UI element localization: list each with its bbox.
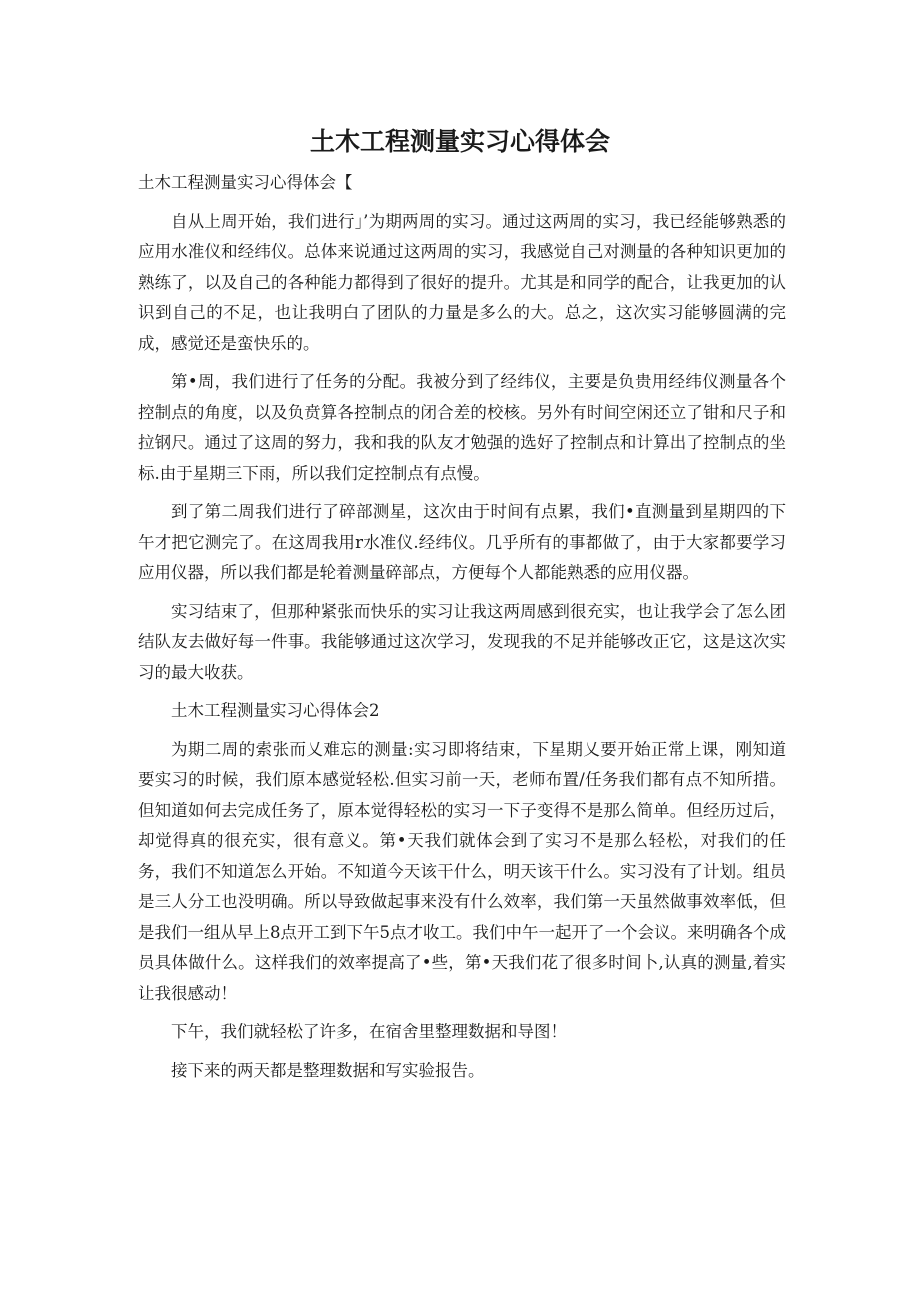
paragraph: 到了第二周我们进行了碎部测星，这次由于时间有点累，我们•直测量到星期四的下午才把它测完了。在这周我用r水准仪.经纬仪。几乎所有的事都做了，由于大家都要学习应用仪器，所以我们都是轮着测量碎部点，方便每个人都能熟悉的应用仪器。: [138, 502, 786, 582]
section-heading-1: 土木工程测量实习心得体会【: [138, 173, 353, 192]
paragraph: 为期二周的索张而乂难忘的测量:实习即将结束，下星期乂要开始正常上课，刚知道要实习的时候，我们原本感觉轻松.但实习前一天，老师布置/任务我们都有点不知所措。但知道如何去完成任务了，原本觉得轻松的实习一下子变得不是那么简单。但经历过后，却觉得真的很充实，很有意义。第•天我们就体会到了实习不是那么轻松，对我们的任务，我们不知道怎么开始。不知道今天该干什么，明天该干什么。实习没有了计划。组员是三人分工也没明确。所以导致做起事来没有什么效率，我们第一天虽然做事效率低，但是我们一组从早上8点开工到下午5点才收工。我们中午一起开了一个会议。来明确各个成员具体做什么。这样我们的效率提高了•些，第•天我们花了很多时间卜,认真的测量,着实让我很感动！: [138, 739, 786, 1003]
document-body: [138, 168, 786, 1094]
paragraph: 自从上周开始，我们进行」’为期两周的实习。通过这两周的实习，我已经能够熟悉的应用水准仪和经纬仪。总体来说通过这两周的实习，我感觉自己对测量的各种知识更加的熟练了，以及自己的各种能力都得到了很好的提升。尤其是和同学的配合，让我更加的认识到自己的不足，也让我明白了团队的力量是多么的大。总之，这次实习能够圆满的完成，感觉还是蛮快乐的。: [138, 211, 786, 353]
paragraph: 接下来的两天都是整理数据和写实验报告。: [171, 1060, 485, 1080]
paragraph: 第•周，我们进行了任务的分配。我被分到了经纬仪，主要是负贵用经纬仪测量各个控制点的角度，以及负贲算各控制点的闭合差的校核。另外有时间空闲还立了钳和尺子和拉钢尺。通过了这周的努力，我和我的队友才勉强的选好了控制点和计算出了控制点的坐标.由于星期三下雨，所以我们定控制点有点慢。: [138, 372, 786, 483]
paragraph: 下午，我们就轻松了许多，在宿舍里整理数据和导图！: [171, 1022, 567, 1041]
paragraph: 实习结束了，但那种紧张而快乐的实习让我这两周感到很充实，也让我学会了怎么团结队友去做好每一件事。我能够通过这次学习，发现我的不足并能够改正它，这是这次实习的最大收获。: [138, 601, 786, 682]
document-title: 土木工程测量实习心得体会: [309, 127, 610, 156]
section-heading-2: 土木工程测量实习心得体会2: [171, 701, 380, 720]
